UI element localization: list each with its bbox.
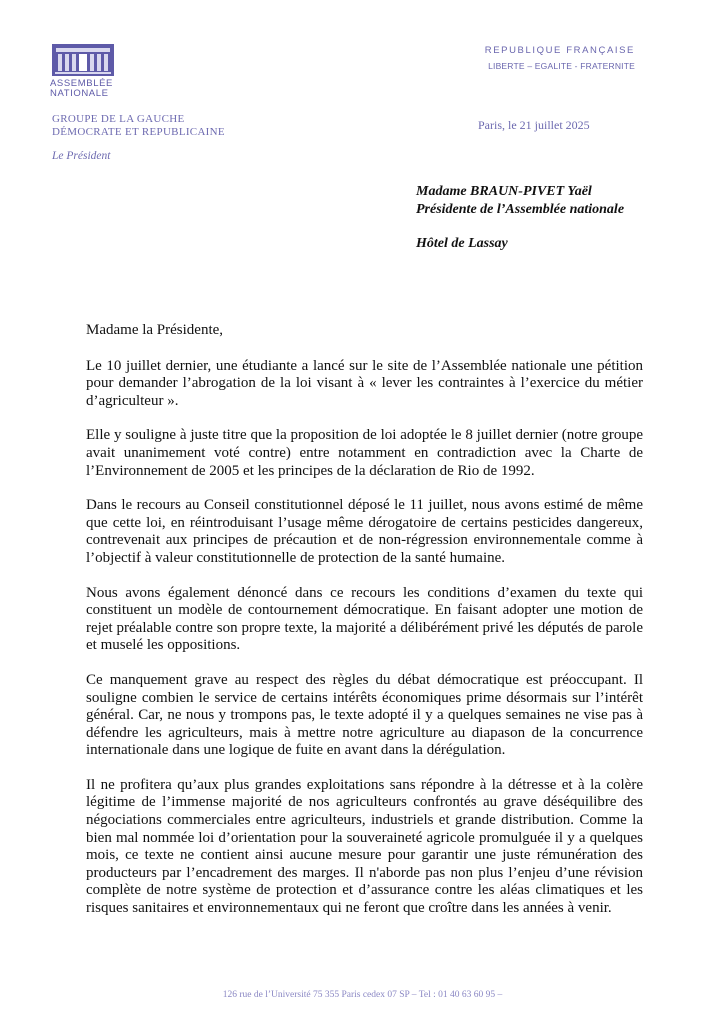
recipient-title: Présidente de l’Assemblée nationale bbox=[416, 202, 625, 217]
letter-body bbox=[86, 322, 643, 935]
body-paragraph: Nous avons également dénoncé dans ce recours les conditions d’examen du texte qui constituent un modèle de contournement démocratique. En faisant adopter une motion de rejet préalable contre son propre texte, la majorité a délibérément privé les députés de parole et muselé les oppositions. bbox=[86, 584, 643, 654]
body-paragraph: Elle y souligne à juste titre que la proposition de loi adoptée le 8 juillet dernier (notre groupe avait unanimement voté contre) entre notamment en contradiction avec la Charte de l’Environnement de 2005 et les principes de la déclaration de Rio de 1992. bbox=[86, 427, 643, 479]
body-paragraph: Dans le recours au Conseil constitutionnel déposé le 11 juillet, nous avons estimé de même que cette loi, en réintroduisant l’usage même dérogatoire de certains pesticides dangereux, contrevenait aux principes de précaution et de non-régression environnementale comme à l’objectif à valeur constitutionnelle de protection de la santé humaine. bbox=[86, 497, 643, 566]
assemblee-logo bbox=[50, 44, 120, 98]
body-paragraph: Ce manquement grave au respect des règles du débat démocratique est préoccupant. Il souligne combien le service de certains intérêts économiques prime désormais sur l’intérêt général. Car, ne nous y trompons pas, le texte adopté il y a quelques semaines ne vise pas à défendre les agriculteurs, mais à mettre notre agriculture au diapason de la concurrence internationale dans une logique de fuite en avant dans la dérégulation. bbox=[86, 671, 643, 759]
body-paragraph: Il ne profitera qu’aux plus grandes exploitations sans répondre à la détresse et à la colère légitime de l’immense majorité de nos agriculteurs confrontés au grave déséquilibre des négociations commerciales entre agriculteurs, industriels et grande distribution. Comme la bien mal nommée loi d’orientation pour la souveraineté agricole promulguée il y a quelques mois, ce texte ne contient ainsi aucune mesure pour garantir une juste rémunération des producteurs par l’encadrement des marges. Il n'aborde pas non plus l’enjeu d’une révision complète de notre système de protection et d’assurance contre les aléas climatiques et les risques sanitaires et environnementaux qui ne feront que croître dans les années à venir. bbox=[86, 776, 643, 917]
president-label: Le Président bbox=[52, 150, 111, 162]
logo-text-line2: NATIONALE bbox=[50, 87, 109, 99]
republic-header bbox=[485, 45, 635, 71]
footer-address: 126 rue de l’Université 75 355 Paris cedex 07 SP – Tel : 01 40 63 60 95 – bbox=[222, 990, 503, 1000]
group-name bbox=[52, 113, 225, 139]
letter-date: Paris, le 21 juillet 2025 bbox=[478, 118, 590, 132]
republic-motto: LIBERTE – EGALITE - FRATERNITE bbox=[488, 61, 635, 71]
recipient-name: Madame BRAUN-PIVET Yaël bbox=[416, 184, 592, 199]
group-name-line2: DÉMOCRATE ET REPUBLICAINE bbox=[52, 126, 225, 138]
recipient-address: Hôtel de Lassay bbox=[416, 236, 508, 251]
hemicycle-emblem-icon bbox=[52, 44, 114, 76]
logo-text bbox=[50, 79, 120, 98]
body-paragraph: Le 10 juillet dernier, une étudiante a lancé sur le site de l’Assemblée nationale une pétition pour demander l’abrogation de la loi visant à « lever les contraintes à l’exercice du métier d’agriculteur ». bbox=[86, 357, 643, 409]
recipient-block bbox=[416, 183, 624, 253]
group-name-line1: GROUPE DE LA GAUCHE bbox=[52, 113, 185, 125]
republic-label: REPUBLIQUE FRANÇAISE bbox=[484, 45, 635, 56]
salutation: Madame la Présidente, bbox=[86, 322, 224, 338]
logo-text-line1: ASSEMBLÉE bbox=[50, 78, 113, 89]
